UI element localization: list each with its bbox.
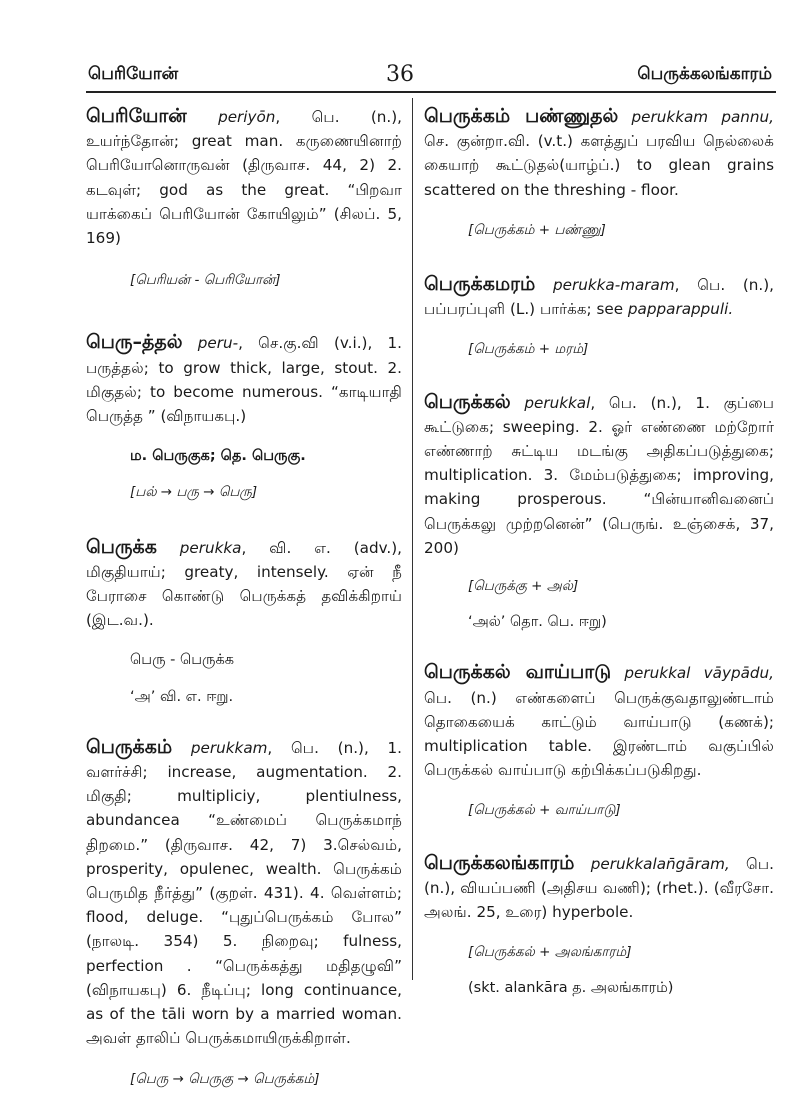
entry-perukka [86,535,402,709]
headword: பெருக்கம் பண்ணுதல் [424,105,619,127]
transliteration: perukkam [190,738,268,757]
suffix-note: ‘அல்’ தொ. பெ. ஈறு) [468,614,607,631]
etymology: [பெரு → பெருகு → பெருக்கம்] [130,1070,320,1087]
left-column [86,100,402,1091]
column-divider [412,98,413,980]
derivation: பெரு - பெருக்க [130,652,235,669]
running-header-right: பெருக்கலங்காரம் [637,64,772,84]
right-column [424,100,774,1001]
transliteration: perukka-maram [552,276,675,295]
entry-perukkamaram [424,272,774,362]
definition: பெ. (n.) எண்களைப் பெருக்குவதாலுண்டாம் தொகையைக் காட்டும் வாய்பாடு (கணக்); multiplication table. இரண்டாம் வகுப்பில் பெருக்கல் வாய்பாடு கற்பிக்கப்படுகிறது. [424,688,774,780]
etymology: [பெருக்கல் + அலங்காரம்] [468,944,632,961]
transliteration: peru- [197,334,239,353]
headword: பெருக்கல் வாய்பாடு [424,661,612,684]
entry-body [86,330,402,428]
entry-perukkam-pannutal [424,104,774,242]
definition: செ. குன்றா.வி. (v.t.) களத்துப் பரவிய நெல்லைக் கையாற் கூட்டுதல்(யாழ்ப்.) to glean grains scattered on the threshing - floor. [424,132,774,199]
entry-body [424,272,774,321]
etymology: [பல் → பரு → பெரு] [130,484,258,501]
transliteration: periyōn [218,108,276,126]
entry-perukkalankaram [424,851,774,1001]
entry-body [424,660,774,782]
suffix-note: ‘அ’ வி. எ. ஈறு. [130,688,234,705]
entry-periyon [86,104,402,292]
headword: பெரு–த்தல் [86,331,183,354]
definition: , பெ. (n.), 1. குப்பை கூட்டுகை; sweeping. 2. ஓர் எண்ணை மற்றோர் எண்ணாற் சுட்டிய மடங்கு அதிகப்படுத்துகை; multiplication. 3. மேம்படுத்துகை; improving, making prosperous. “பின்யானிவனைப் பெருக்கலு முற்றனென்” (பெருங். உஞ்சைக், 37, 200) [424,393,775,557]
entry-perukkam [86,735,402,1091]
entry-peru-ttal [86,330,402,504]
etymology: [பெருக்கல் + வாய்பாடு] [468,802,621,819]
definition: , பெ. (n.), உயர்ந்தோன்; great man. கருணையினாற் பெரியோனொருவன் (திருவாச. 44, 2) 2. கடவுள்; god as the great. “பிறவா யாக்கைப் பெரியோன் கோயிலும்” (சிலப். 5, 169) [86,108,402,248]
headword: பெருக்க [86,535,157,558]
sanskrit-note: (skt. alankāra த. அலங்காரம்) [468,980,674,997]
definition: , வி. எ. (adv.), மிகுதியாய்; greaty, intensely. ஏன் நீ பேராசை கொண்டு பெருக்கத் தவிக்கிறாய் (இட.வ.). [86,538,403,630]
cognates: ம. பெருகுக; தெ. பெருகு. [130,448,306,465]
entry-perukkal-vaypadu [424,660,774,822]
transliteration: perukkam pannu, [631,108,774,126]
entry-body [424,390,774,560]
transliteration: perukka [179,538,242,557]
etymology: [பெருக்கம் + மரம்] [468,341,589,358]
headword: பெருக்கல் [424,390,511,413]
headword: பெருக்கமரம் [424,273,536,296]
transliteration: perukkalan̄gāram, [590,854,730,873]
entry-body [86,735,402,1051]
transliteration: perukkal [524,393,591,412]
etymology: [பெரியன் - பெரியோன்] [130,272,281,289]
running-header-left: பெரியோன் [88,64,179,84]
definition: , செ.கு.வி (v.i.), 1. பருத்தல்; to grow thick, large, stout. 2. மிகுதல்; to become numerous. “காடியாதி பெருத்த ” (விநாயகபு.) [86,334,403,426]
etymology: [பெருக்கம் + பண்ணு] [468,221,606,238]
entry-body [86,535,402,633]
entry-body [86,104,402,250]
header-rule [86,91,776,93]
page-number: 36 [386,62,414,87]
headword: பெரியோன் [86,105,187,127]
entry-body [424,851,774,925]
transliteration: perukkal vāypādu, [624,664,775,683]
definition: , பெ. (n.), பப்பரப்புளி (L.) பார்க்க; see [424,276,774,319]
headword: பெருக்கலங்காரம் [424,851,575,874]
definition: , பெ. (n.), 1. வளர்ச்சி; increase, augmentation. 2. மிகுதி; multipliciy, plentiulness, abundancea “உண்மைப் பெருக்கமாந் திறமை.” (திருவாச. 42, 7) 3.செல்வம், prosperity, opulenec, wealth. பெருக்கம் பெருமித நீர்த்து” (குறள். 431). 4. வெள்ளம்; flood, deluge. “புதுப்பெருக்கம் போல” (நாலடி. 354) 5. நிறைவு; fulness, perfection . “பெருக்கத்து மதிதழுவி” (விநாயகபு) 6. நீடிப்பு; long continuance, as of the tāli worn by a married woman. அவள் தாலிப் பெருக்கமாயிருக்கிறாள். [86,738,402,1048]
etymology: [பெருக்கு + அல்] [468,578,579,595]
entry-body [424,104,774,202]
definition: பெ. (n.), வியப்பணி (அதிசய வணி); (rhet.). (வீரசோ. அலங். 25, உரை) hyperbole. [424,854,774,922]
headword: பெருக்கம் [86,735,173,758]
entry-perukkal [424,390,774,635]
see-reference: papparappuli. [627,300,734,319]
